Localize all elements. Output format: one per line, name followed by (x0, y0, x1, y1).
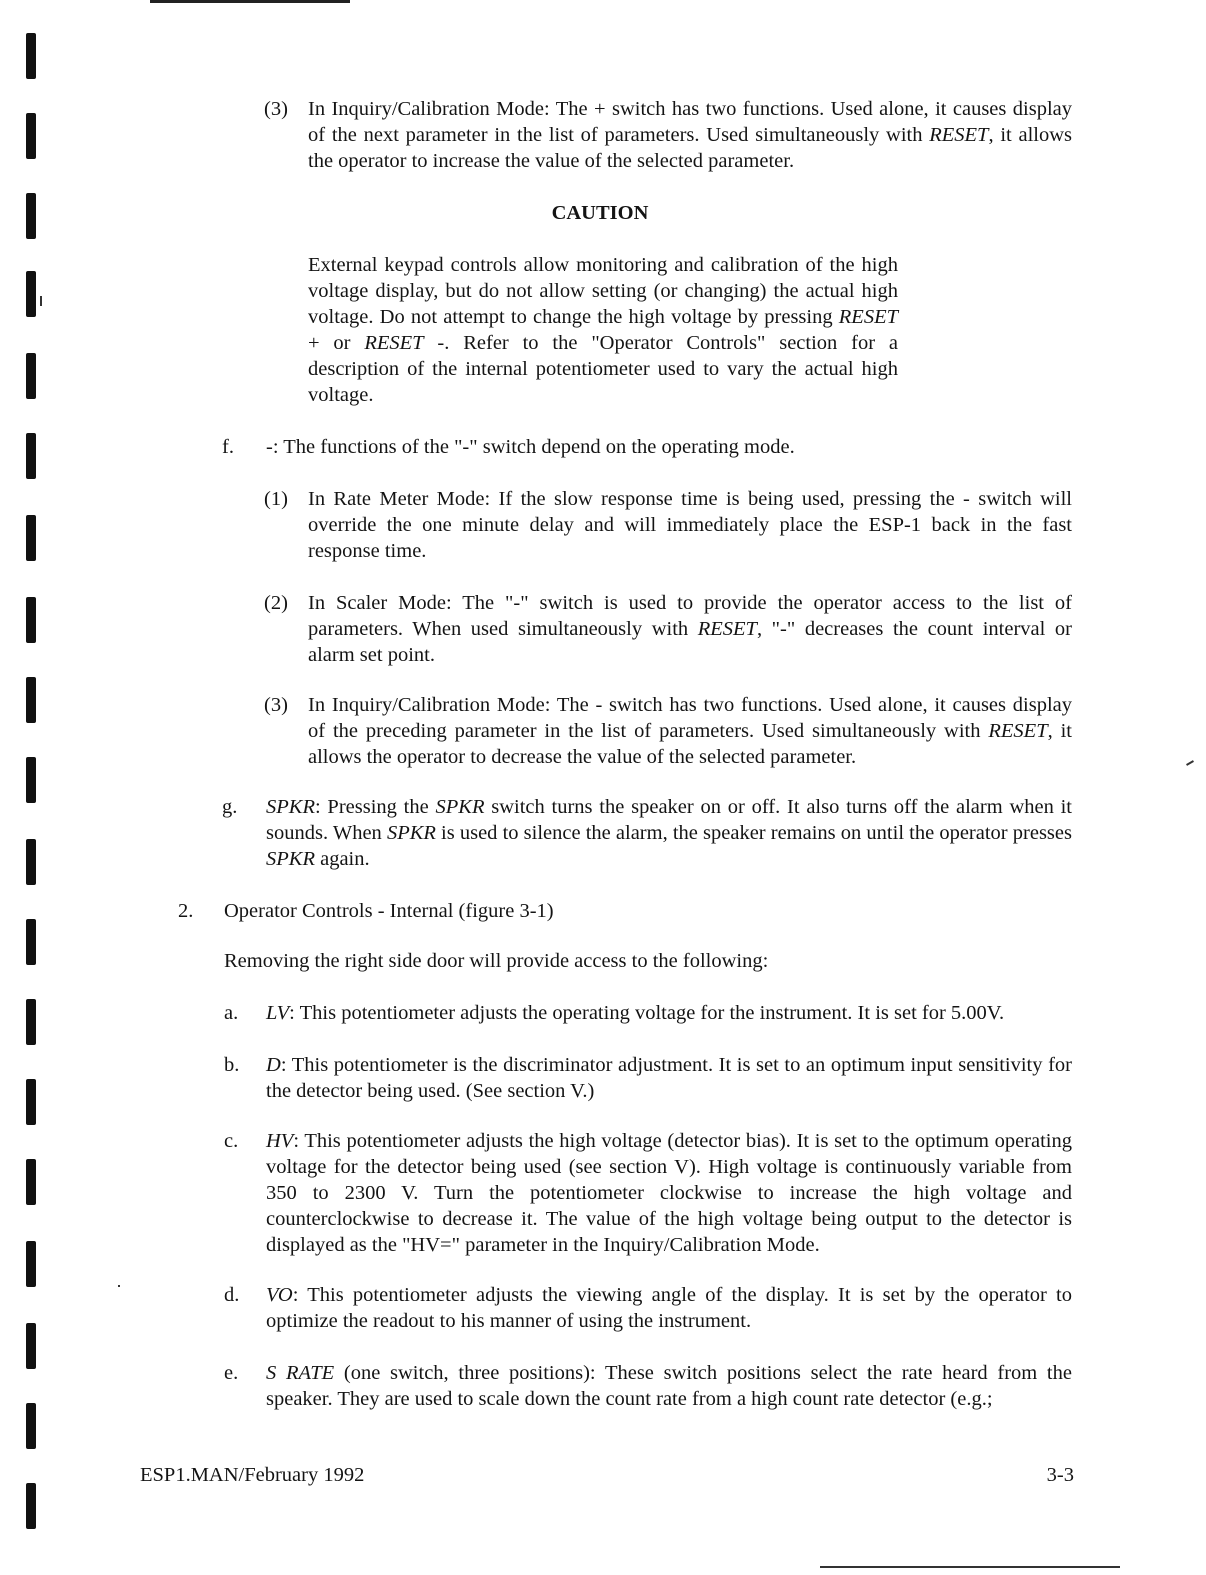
change-bar (26, 1483, 36, 1529)
change-bar (26, 677, 36, 723)
item-d-letter: d. (224, 1284, 240, 1306)
change-bar (26, 113, 36, 159)
item-b-text: D: This potentiometer is the discriminator adjustment. It is set to an optimum input sensitivity for the detector being used. (See section V.) (266, 1054, 1072, 1102)
scan-speck (1186, 760, 1194, 766)
change-bar (26, 515, 36, 561)
item-e-letter: e. (224, 1362, 239, 1384)
section-2-number: 2. (178, 900, 194, 922)
change-bar (26, 1241, 36, 1287)
item-f-sub1-number: (1) (264, 488, 288, 510)
item-d-text: VO: This potentiometer adjusts the viewing angle of the display. It is set by the operator to optimize the readout to his manner of using the instrument. (266, 1284, 1072, 1332)
caution-text: External keypad controls allow monitoring and calibration of the high voltage display, but do not allow setting (or changing) the actual high voltage. Do not attempt to change the high voltage by pressing RESET + or RESET -. Refer to the "Operator Controls" section for a description of the internal potentiometer used to vary the actual high voltage. (308, 254, 899, 406)
item-f-letter: f. (222, 436, 234, 458)
change-bar (26, 1159, 36, 1205)
change-bar (26, 1323, 36, 1369)
change-bar (26, 433, 36, 479)
reset-term: RESET (929, 124, 989, 146)
change-bar (26, 757, 36, 803)
scan-speck (118, 1285, 120, 1287)
change-bar (26, 353, 36, 399)
item-g-letter: g. (222, 796, 238, 818)
change-bar (26, 999, 36, 1045)
item-e-text: S RATE (one switch, three positions): These switch positions select the rate heard from the speaker. They are used to scale down the count rate from a high count rate detector (e.g.; (266, 1362, 1072, 1410)
change-bar (26, 919, 36, 965)
footer-document-id: ESP1.MAN/February 1992 (140, 1464, 365, 1486)
caution-heading: CAUTION (551, 202, 649, 224)
change-bar (26, 193, 36, 239)
item-c-letter: c. (224, 1130, 239, 1152)
item-f-sub1-text: In Rate Meter Mode: If the slow response time is being used, pressing the - switch will override the one minute delay and will immediately place the ESP-1 back in the fast response time. (308, 488, 1072, 562)
item-f-sub2-text: In Scaler Mode: The "-" switch is used to provide the operator access to the list of parameters. When used simultaneously with RESET, "-" decreases the count interval or alarm set point. (308, 592, 1072, 666)
scan-bottom-line (820, 1566, 1120, 1568)
item-f-sub3-text: In Inquiry/Calibration Mode: The - switch has two functions. Used alone, it causes display of the preceding parameter in the list of parameters. Used simultaneously with RESET, it allows the operator to decrease the value of the selected parameter. (308, 694, 1072, 768)
plus-item-3-text: In Inquiry/Calibration Mode: The + switch has two functions. Used alone, it causes display of the next parameter in the list of parameters. Used simultaneously with RESET, it allows the operator to increase the value of the selected parameter. (308, 98, 1072, 172)
change-bar (26, 33, 36, 79)
footer-page-number: 3-3 (1046, 1464, 1074, 1486)
scan-speck (40, 296, 42, 306)
change-bar (26, 597, 36, 643)
item-f-sub3-number: (3) (264, 694, 288, 716)
change-bar (26, 1079, 36, 1125)
change-bar (26, 839, 36, 885)
scan-top-line (150, 0, 350, 3)
section-2-intro: Removing the right side door will provide access to the following: (224, 950, 769, 972)
item-a-letter: a. (224, 1002, 239, 1024)
change-bar (26, 271, 36, 317)
change-bar (26, 1403, 36, 1449)
item-f-text: -: The functions of the "-" switch depend on the operating mode. (266, 436, 795, 458)
section-2-title: Operator Controls - Internal (figure 3-1) (224, 900, 554, 922)
item-a-text: LV: This potentiometer adjusts the operating voltage for the instrument. It is set for 5.00V. (266, 1002, 1005, 1024)
item-c-text: HV: This potentiometer adjusts the high voltage (detector bias). It is set to the optimum operating voltage for the detector being used (see section V). High voltage is continuously variable from 350 to 2300 V. Turn the potentiometer clockwise to increase the high voltage and counterclockwise to decrease it. The value of the high voltage being output to the detector is displayed as the "HV=" parameter in the Inquiry/Calibration Mode. (266, 1130, 1072, 1256)
item-g-text: SPKR: Pressing the SPKR switch turns the speaker on or off. It also turns off the alarm when it sounds. When SPKR is used to silence the alarm, the speaker remains on until the operator presses SPKR again. (266, 796, 1073, 870)
item-f-sub2-number: (2) (264, 592, 288, 614)
plus-item-3-number: (3) (264, 98, 288, 120)
item-b-letter: b. (224, 1054, 240, 1076)
